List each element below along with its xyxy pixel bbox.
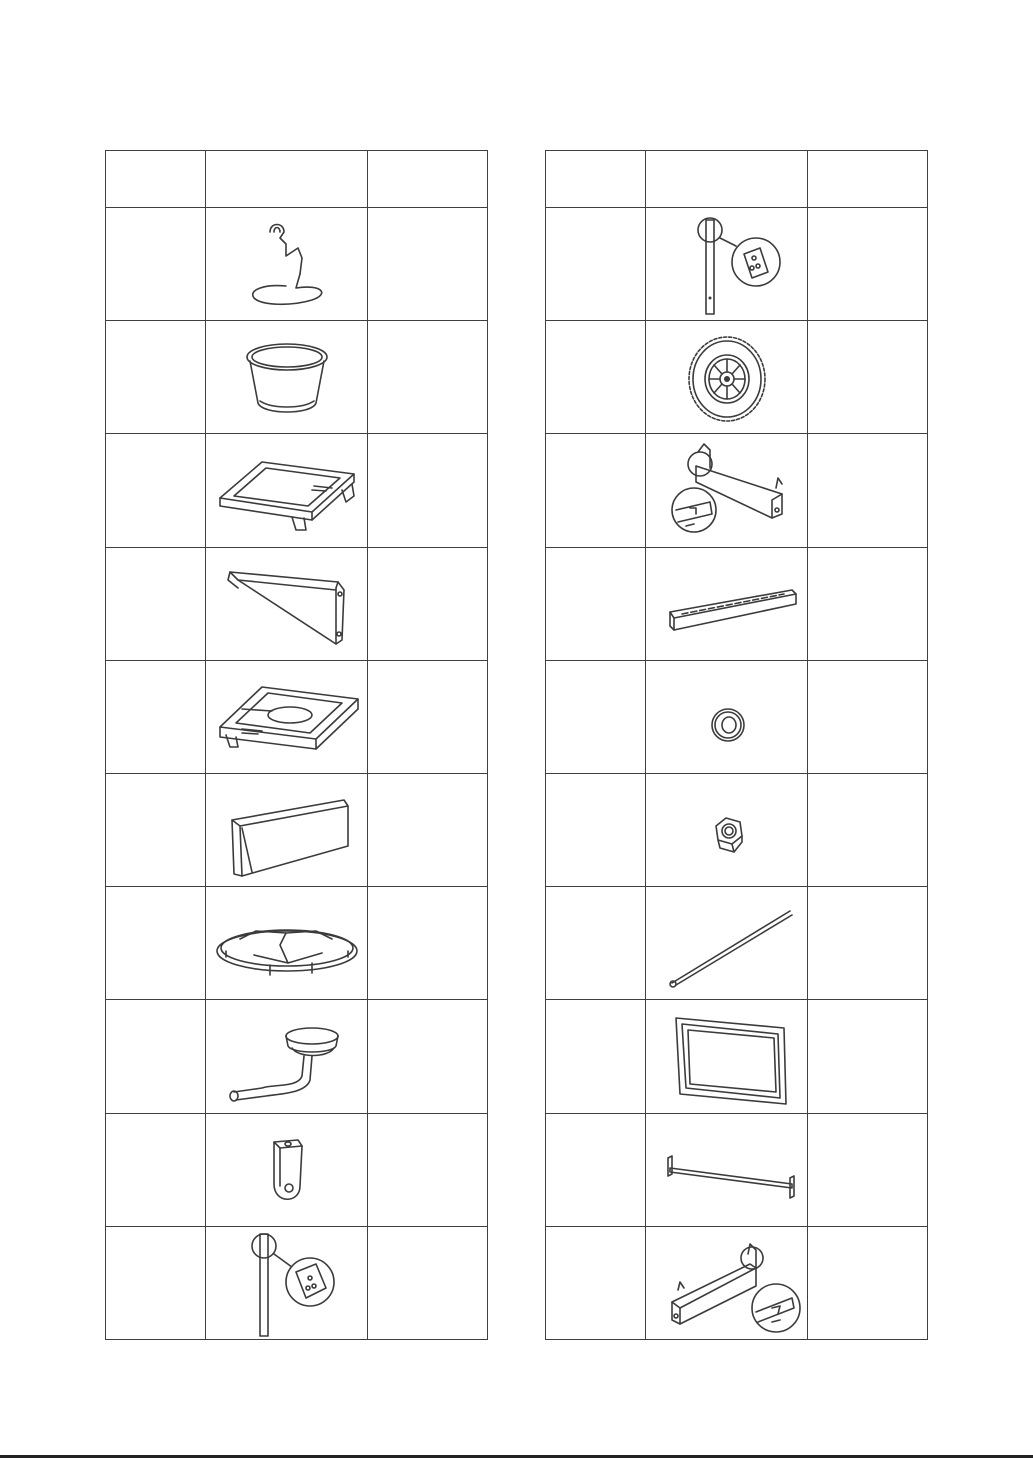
support-bar-icon (652, 1120, 802, 1220)
parts-table-left (105, 150, 488, 1340)
table-row (106, 660, 488, 773)
header-cell (646, 151, 808, 208)
part-number-cell (106, 1226, 206, 1339)
grease-cup-icon (212, 327, 362, 427)
part-number-cell (106, 660, 206, 773)
part-image-cell (646, 773, 808, 886)
header-cell (106, 151, 206, 208)
quantity-cell (368, 321, 488, 434)
part-image-cell (646, 1226, 808, 1339)
heat-shield-icon (212, 780, 362, 880)
table-row (106, 547, 488, 660)
crossbar-icon (652, 554, 802, 654)
table-row (106, 1226, 488, 1339)
quantity-cell (368, 547, 488, 660)
quantity-cell (368, 434, 488, 547)
part-image-cell (646, 1113, 808, 1226)
quantity-cell (808, 321, 928, 434)
table-row (106, 887, 488, 1000)
table-row (546, 434, 928, 547)
header-cell (206, 151, 368, 208)
leg-left-icon (212, 1228, 362, 1338)
cooking-grate-ring-icon (212, 893, 362, 993)
bottom-panel-icon (652, 1004, 802, 1108)
part-image-cell (646, 208, 808, 321)
quantity-cell (808, 547, 928, 660)
table-header-row (546, 151, 928, 208)
table-row (106, 434, 488, 547)
table-row (546, 321, 928, 434)
table-row (106, 1000, 488, 1113)
part-number-cell (546, 1000, 646, 1113)
part-image-cell (646, 547, 808, 660)
part-image-cell (646, 434, 808, 547)
table-row (546, 547, 928, 660)
table-row (546, 660, 928, 773)
part-image-cell (206, 208, 368, 321)
header-cell (808, 151, 928, 208)
parts-table-right (545, 150, 928, 1340)
part-number-cell (546, 208, 646, 321)
quantity-cell (368, 887, 488, 1000)
header-cell (368, 151, 488, 208)
part-image-cell (206, 321, 368, 434)
part-number-cell (106, 773, 206, 886)
part-image-cell (206, 547, 368, 660)
part-image-cell (646, 321, 808, 434)
part-number-cell (546, 1113, 646, 1226)
side-shelf-icon (212, 440, 362, 540)
leg-right-icon (652, 212, 802, 316)
quantity-cell (808, 660, 928, 773)
rear-base-frame-icon (652, 1228, 802, 1338)
part-number-cell (106, 208, 206, 321)
table-row (106, 208, 488, 321)
part-image-cell (646, 1000, 808, 1113)
part-number-cell (106, 547, 206, 660)
front-base-frame-icon (652, 438, 802, 542)
part-image-cell (646, 887, 808, 1000)
table-row (546, 773, 928, 886)
part-image-cell (206, 773, 368, 886)
side-burner-icon (212, 1006, 362, 1106)
part-image-cell (206, 1226, 368, 1339)
table-row (546, 887, 928, 1000)
part-number-cell (546, 773, 646, 886)
part-image-cell (206, 1000, 368, 1113)
part-image-cell (646, 660, 808, 773)
part-number-cell (546, 321, 646, 434)
table-row (106, 321, 488, 434)
table-header-row (106, 151, 488, 208)
quantity-cell (808, 1000, 928, 1113)
washer-icon (652, 667, 802, 767)
part-number-cell (106, 321, 206, 434)
part-number-cell (106, 1113, 206, 1226)
quantity-cell (368, 660, 488, 773)
shelf-bracket-icon (212, 554, 362, 654)
quantity-cell (368, 1113, 488, 1226)
table-row (546, 208, 928, 321)
header-cell (546, 151, 646, 208)
side-burner-shelf-icon (212, 667, 362, 767)
quantity-cell (808, 1226, 928, 1339)
part-number-cell (106, 887, 206, 1000)
table-row (546, 1226, 928, 1339)
quantity-cell (808, 887, 928, 1000)
part-image-cell (206, 434, 368, 547)
quantity-cell (368, 1000, 488, 1113)
part-number-cell (546, 660, 646, 773)
hook-icon (212, 214, 362, 314)
table-row (546, 1000, 928, 1113)
part-image-cell (206, 660, 368, 773)
quantity-cell (808, 208, 928, 321)
part-image-cell (206, 887, 368, 1000)
quantity-cell (808, 773, 928, 886)
part-number-cell (546, 547, 646, 660)
part-number-cell (106, 434, 206, 547)
quantity-cell (808, 1113, 928, 1226)
part-number-cell (546, 434, 646, 547)
quantity-cell (368, 1226, 488, 1339)
part-number-cell (546, 887, 646, 1000)
quantity-cell (368, 773, 488, 886)
table-row (106, 773, 488, 886)
axle-rod-icon (652, 893, 802, 993)
part-number-cell (106, 1000, 206, 1113)
hex-nut-icon (652, 780, 802, 880)
wheel-icon (652, 327, 802, 427)
quantity-cell (808, 434, 928, 547)
mounting-bracket-icon (212, 1120, 362, 1220)
table-row (546, 1113, 928, 1226)
table-row (106, 1113, 488, 1226)
quantity-cell (368, 208, 488, 321)
part-number-cell (546, 1226, 646, 1339)
part-image-cell (206, 1113, 368, 1226)
